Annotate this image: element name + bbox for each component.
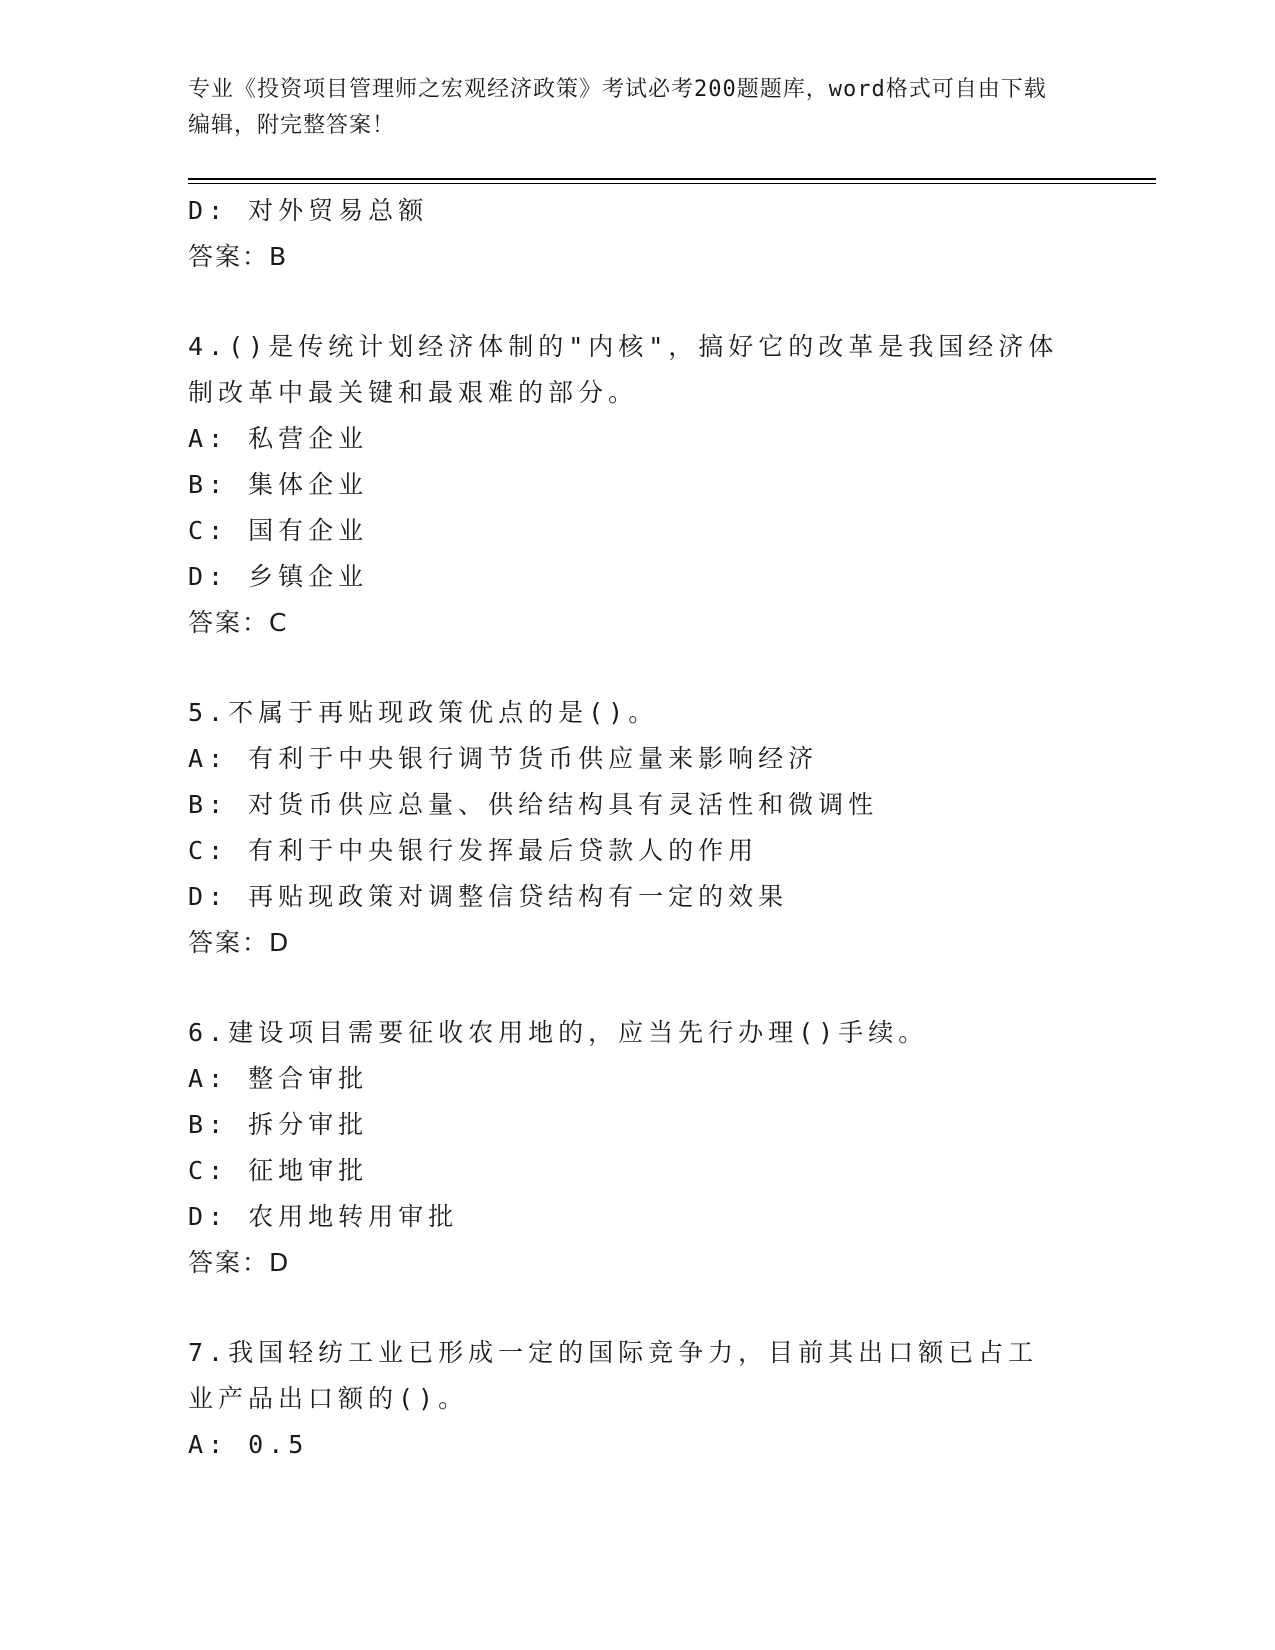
header-rule-thin (188, 183, 1156, 184)
question-block-4 (188, 324, 1068, 646)
option-a: A: 私营企业 (188, 424, 369, 453)
option-b: B: 拆分审批 (188, 1110, 369, 1139)
header-rule-thick (188, 178, 1156, 180)
option-d: D: 对外贸易总额 (188, 196, 429, 225)
question-text: 6.建设项目需要征收农用地的，应当先行办理()手续。 (188, 1018, 929, 1047)
question-block-7 (188, 1330, 1068, 1468)
question-text: 4.()是传统计划经济体制的"内核"，搞好它的改革是我国经济体制改革中最关键和最艰难的部分。 (188, 332, 1059, 407)
option-a: A: 有利于中央银行调节货币供应量来影响经济 (188, 744, 819, 773)
question-text: 7.我国轻纺工业已形成一定的国际竞争力，目前其出口额已占工业产品出口额的()。 (188, 1338, 1039, 1413)
option-c: C: 征地审批 (188, 1156, 369, 1185)
option-c: C: 国有企业 (188, 516, 369, 545)
question-block-3 (188, 188, 1068, 280)
question-block-6 (188, 1010, 1068, 1286)
option-d: D: 农用地转用审批 (188, 1202, 459, 1231)
answer-line: 答案：B (188, 242, 289, 271)
document-header: 专业《投资项目管理师之宏观经济政策》考试必考200题题库，word格式可自由下载编辑，附完整答案！ (188, 77, 1047, 138)
option-d: D: 乡镇企业 (188, 562, 369, 591)
option-c: C: 有利于中央银行发挥最后贷款人的作用 (188, 836, 759, 865)
answer-line: 答案：D (188, 1248, 291, 1277)
option-a: A: 0.5 (188, 1430, 309, 1459)
question-block-5 (188, 690, 1068, 966)
option-d: D: 再贴现政策对调整信贷结构有一定的效果 (188, 882, 789, 911)
option-b: B: 对货币供应总量、供给结构具有灵活性和微调性 (188, 790, 879, 819)
answer-line: 答案：C (188, 608, 289, 637)
document-body (188, 188, 1068, 1468)
option-b: B: 集体企业 (188, 470, 369, 499)
answer-line: 答案：D (188, 928, 291, 957)
option-a: A: 整合审批 (188, 1064, 369, 1093)
question-text: 5.不属于再贴现政策优点的是()。 (188, 698, 659, 727)
